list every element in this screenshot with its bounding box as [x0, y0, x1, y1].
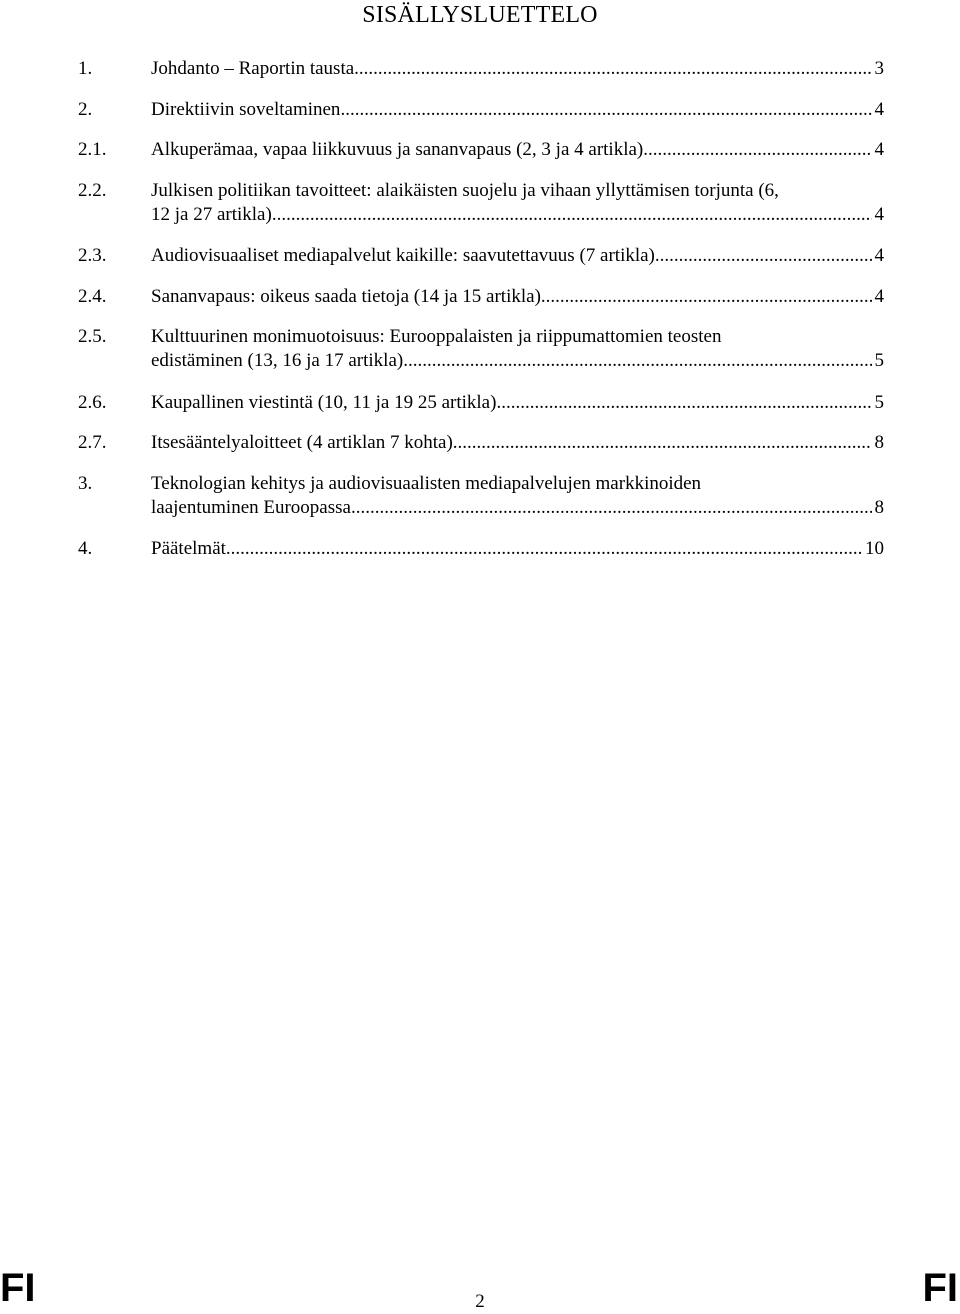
toc-entry[interactable]	[78, 537, 884, 561]
footer-page-number: 2	[475, 1291, 485, 1312]
toc-entry-title: Itsesääntelyaloitteet (4 artiklan 7 kohta)	[151, 432, 453, 453]
toc-entry-page: 4	[874, 139, 884, 160]
toc-entry-title: Alkuperämaa, vapaa liikkuvuus ja sananvapaus (2, 3 ja 4 artikla)	[151, 139, 644, 160]
toc-entry-page: 5	[874, 350, 884, 371]
toc-entry-page: 3	[874, 58, 884, 79]
toc-entry-number: 2.2.	[78, 180, 107, 201]
toc-entry-page: 4	[874, 99, 884, 120]
table-of-contents	[0, 0, 960, 600]
toc-entry-number: 2.7.	[78, 432, 107, 453]
toc-dot-leader	[340, 98, 871, 122]
toc-entry-page: 10	[865, 538, 884, 559]
toc-dot-leader	[453, 431, 872, 455]
toc-entry-number: 3.	[78, 473, 93, 494]
toc-dot-leader	[643, 138, 871, 162]
toc-entry[interactable]	[78, 138, 884, 162]
toc-entry-title: Kulttuurinen monimuotoisuus: Eurooppalaisten ja riippumattomien teosten	[151, 326, 722, 347]
toc-entry-number: 2.1.	[78, 139, 107, 160]
toc-entry[interactable]	[78, 431, 884, 455]
toc-dot-leader	[354, 57, 871, 81]
toc-entry-title: Kaupallinen viestintä (10, 11 ja 19 25 artikla)	[151, 392, 497, 413]
toc-entry-number: 2.6.	[78, 392, 107, 413]
toc-entry[interactable]	[78, 244, 884, 268]
toc-entry[interactable]	[78, 472, 884, 520]
toc-entry-title: Audiovisuaaliset mediapalvelut kaikille: saavutettavuus (7 artikla)	[151, 245, 655, 266]
toc-entry-number: 1.	[78, 58, 93, 79]
toc-entry-title-continued: edistäminen (13, 16 ja 17 artikla)	[151, 350, 404, 371]
toc-entry-number: 4.	[78, 538, 93, 559]
toc-entry[interactable]	[78, 325, 884, 373]
toc-dot-leader	[496, 391, 871, 415]
toc-dot-leader	[226, 537, 862, 561]
toc-entry-number: 2.3.	[78, 245, 107, 266]
toc-dot-leader	[351, 496, 872, 520]
toc-entry[interactable]	[78, 391, 884, 415]
toc-entry[interactable]	[78, 179, 884, 227]
toc-dot-leader	[272, 203, 872, 227]
toc-entry-page: 8	[874, 497, 884, 518]
toc-entry-number: 2.4.	[78, 286, 107, 307]
toc-entry[interactable]	[78, 285, 884, 309]
toc-entry-title: Direktiivin soveltaminen	[151, 99, 341, 120]
toc-entry-page: 4	[874, 286, 884, 307]
toc-dot-leader	[655, 244, 872, 268]
toc-dot-leader	[541, 285, 872, 309]
toc-entry-page: 5	[874, 392, 884, 413]
toc-entry-number: 2.	[78, 99, 93, 120]
footer-language-code-right: FI	[922, 1266, 958, 1310]
footer-language-code-left: FI	[0, 1266, 36, 1310]
toc-entry-title: Teknologian kehitys ja audiovisuaalisten mediapalvelujen markkinoiden	[151, 473, 702, 494]
page-title: SISÄLLYSLUETTELO	[362, 2, 598, 28]
toc-entry-page: 8	[874, 432, 884, 453]
toc-entry-page: 4	[874, 204, 884, 225]
toc-dot-leader	[403, 349, 871, 373]
toc-entry-title: Johdanto – Raportin tausta	[151, 58, 355, 79]
toc-entry[interactable]	[78, 98, 884, 122]
toc-entry-title: Sananvapaus: oikeus saada tietoja (14 ja 15 artikla)	[151, 286, 541, 307]
toc-entry-title-continued: 12 ja 27 artikla)	[151, 204, 272, 225]
toc-entry-title: Päätelmät	[151, 538, 226, 559]
toc-entry[interactable]	[78, 57, 884, 81]
toc-entry-title: Julkisen politiikan tavoitteet: alaikäisten suojelu ja vihaan yllyttämisen torjunta (6,	[151, 180, 779, 201]
toc-entry-title-continued: laajentuminen Euroopassa	[151, 497, 351, 518]
toc-entry-number: 2.5.	[78, 326, 107, 347]
toc-entry-page: 4	[874, 245, 884, 266]
